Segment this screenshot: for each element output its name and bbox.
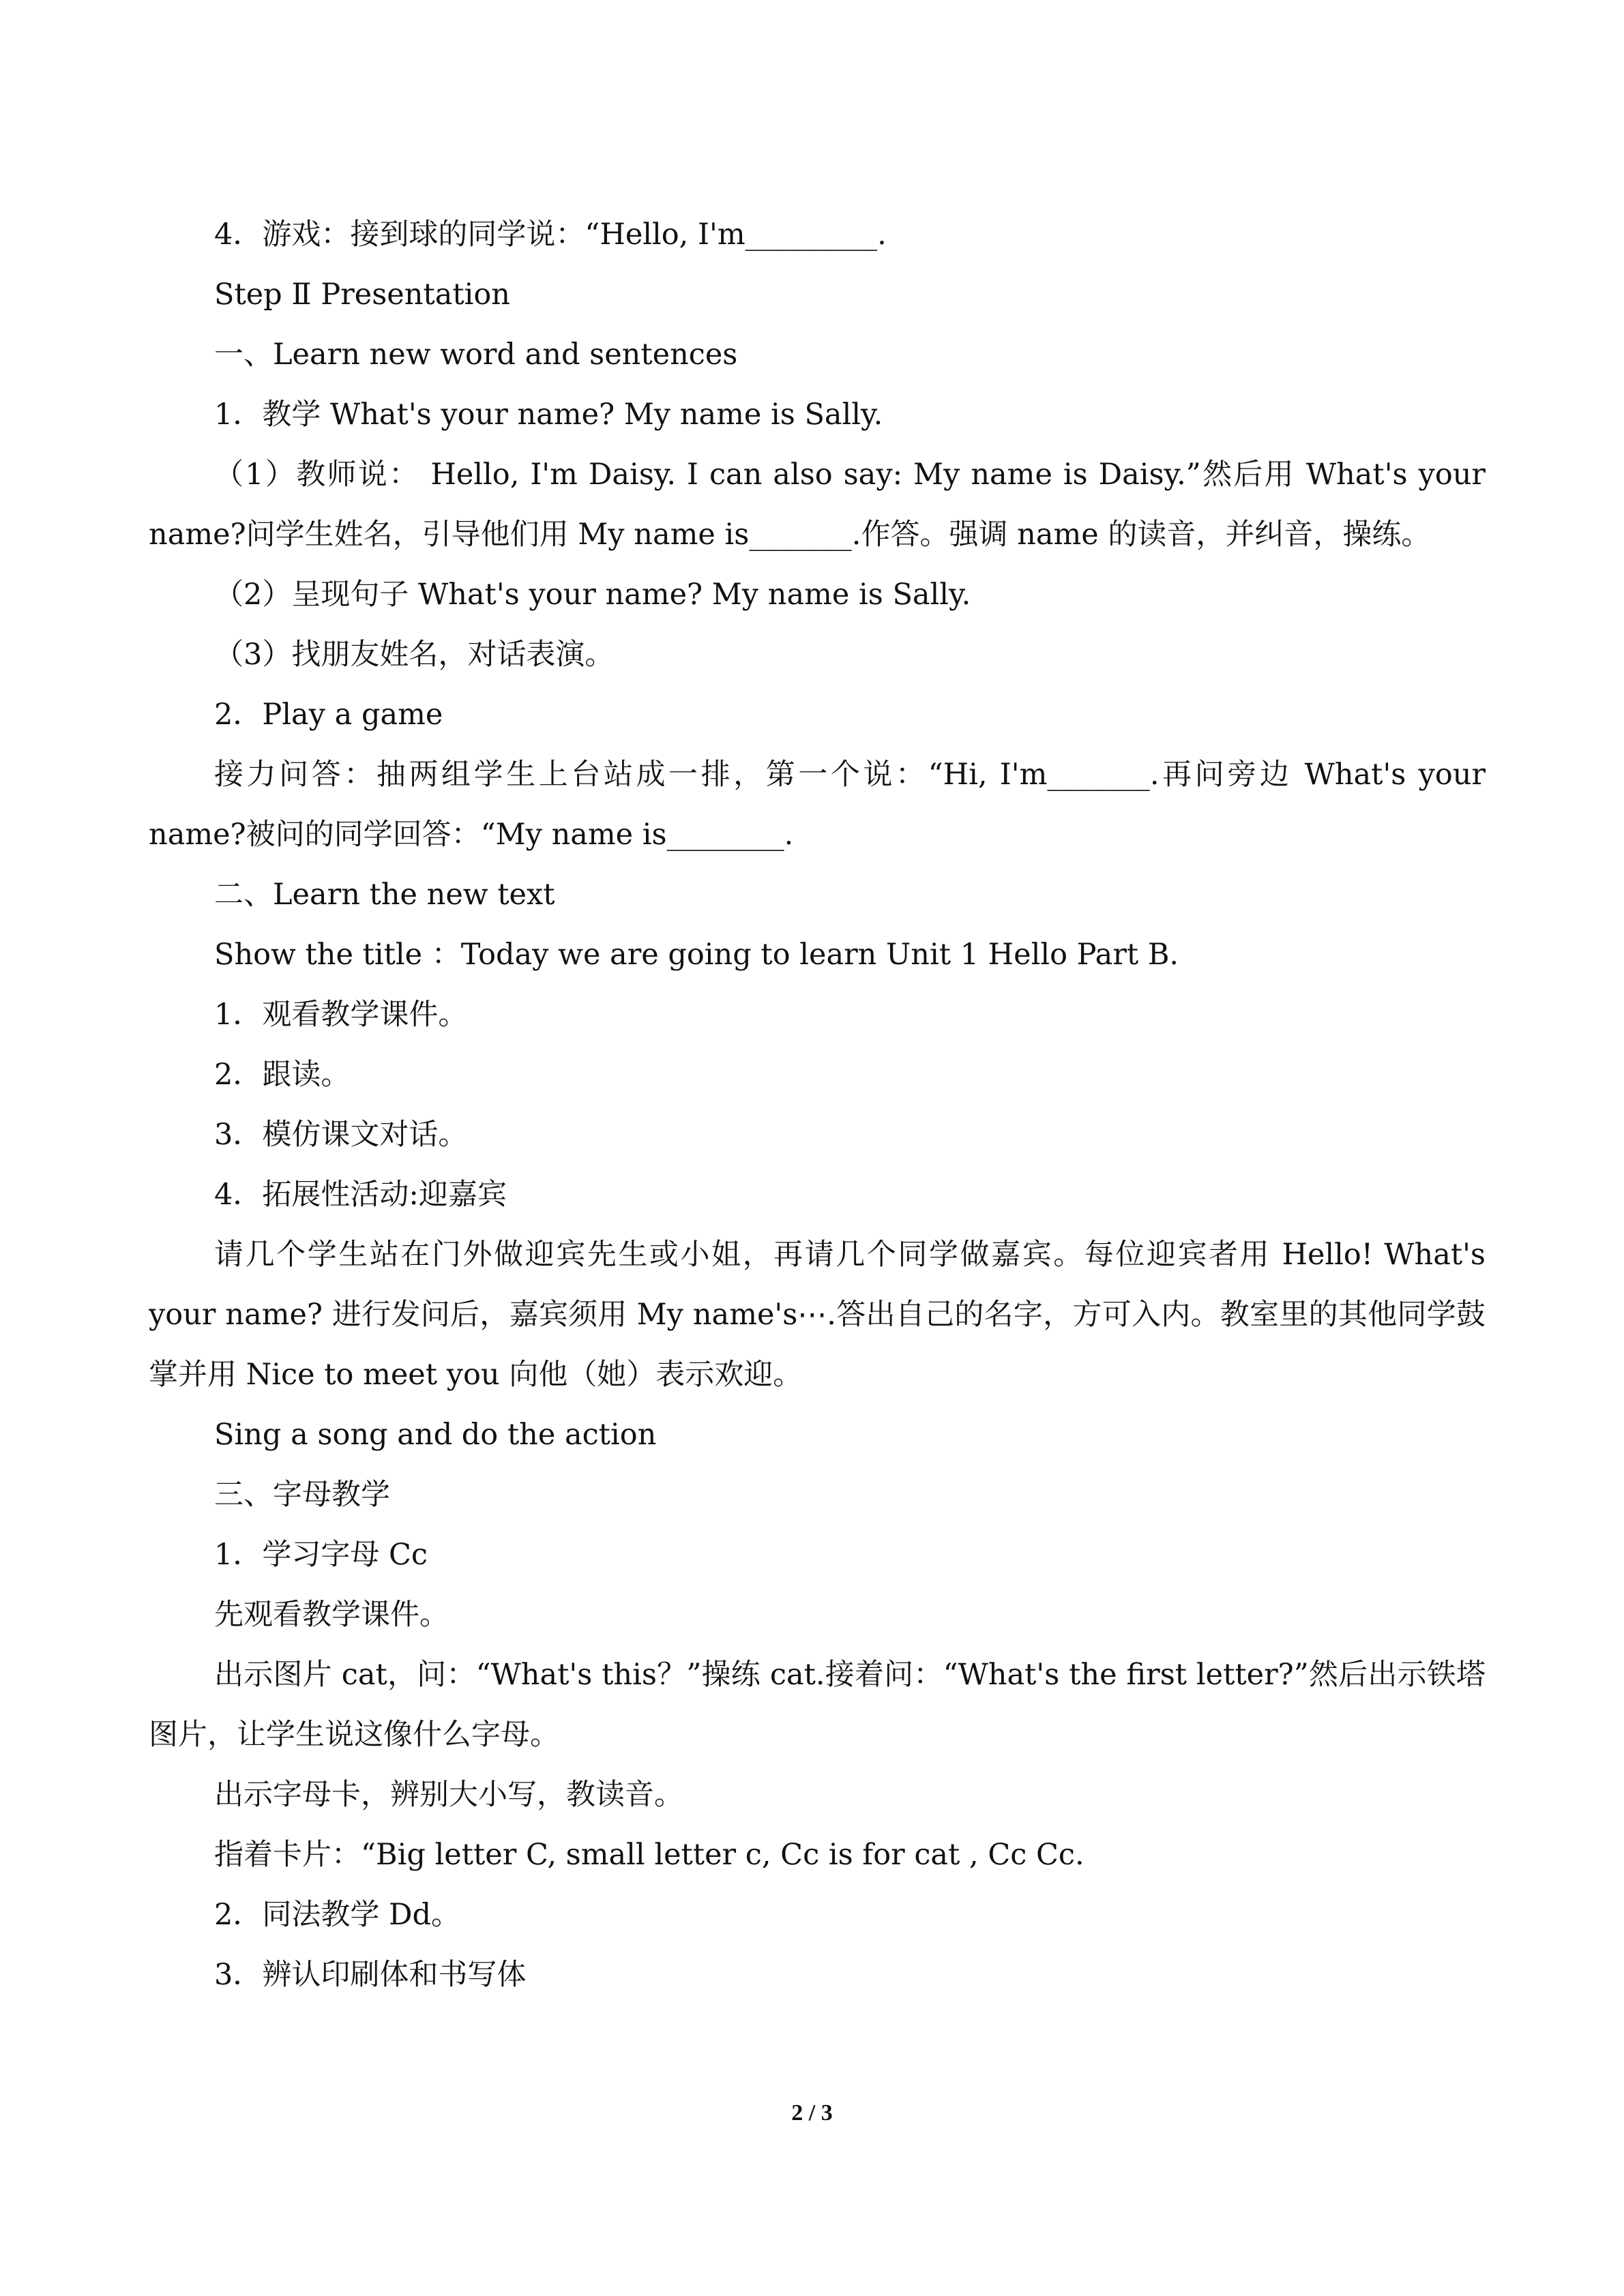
page-number: 2 / 3 — [791, 2100, 833, 2126]
print-handwriting-line: 3．辨认印刷体和书写体 — [214, 1958, 527, 1992]
teacher-says-paragraph: （1）教师说： Hello, I'm Daisy. I can also say: My name is Daisy.”然后用 What's your name?问学生姓名，引导他们用 My name is_______.作答。强调 name 的读音，并纠音，操练。 — [149, 458, 1486, 552]
play-game-line: 2．Play a game — [214, 698, 443, 732]
show-title-line: Show the title ：Today we are going to learn Unit 1 Hello Part B. — [214, 938, 1179, 972]
sing-song-line: Sing a song and do the action — [214, 1418, 657, 1452]
section-heading-2: 二、Learn the new text — [214, 878, 555, 912]
imitate-dialogue-line: 3．模仿课文对话。 — [214, 1118, 468, 1152]
find-friends-line: （3）找朋友姓名，对话表演。 — [214, 638, 615, 672]
section-heading-3: 三、字母教学 — [214, 1478, 390, 1512]
show-picture-cat-paragraph: 出示图片 cat，问：“What's this？”操练 cat.接着问：“What's the first letter?”然后出示铁塔图片，让学生说这像什么字母。 — [149, 1658, 1486, 1752]
relay-qa-paragraph: 接力问答：抽两组学生上台站成一排，第一个说：“Hi, I'm_______.再问旁边 What's your name?被问的同学回答：“My name is________. — [149, 758, 1486, 852]
game-line: 4．游戏：接到球的同学说：“Hello, I'm_________. — [214, 218, 887, 252]
step-heading: Step Ⅱ Presentation — [214, 278, 510, 312]
point-card-line: 指着卡片：“Big letter C, small letter c, Cc is for cat , Cc Cc. — [214, 1838, 1084, 1872]
letter-card-line: 出示字母卡，辨别大小写，教读音。 — [214, 1778, 683, 1812]
follow-read-line: 2．跟读。 — [214, 1058, 351, 1092]
section-heading-1: 一、Learn new word and sentences — [214, 338, 738, 372]
watch-courseware-line: 1．观看教学课件。 — [214, 998, 468, 1032]
present-sentence-line: （2）呈现句子 What's your name? My name is Sally. — [214, 578, 971, 612]
watch-first-line: 先观看教学课件。 — [214, 1598, 449, 1632]
document-body — [149, 205, 1486, 2005]
learn-letter-cc-line: 1．学习字母 Cc — [214, 1538, 428, 1572]
welcome-guests-paragraph: 请几个学生站在门外做迎宾先生或小姐，再请几个同学做嘉宾。每位迎宾者用 Hello! What's your name? 进行发问后，嘉宾须用 My name's⋯.答出自己的名字，方可入内。教室里的其他同学鼓掌并用 Nice to meet you 向他（她）表示欢迎。 — [149, 1238, 1486, 1392]
teach-dd-line: 2．同法教学 Dd。 — [214, 1898, 461, 1932]
teach-line: 1．教学 What's your name? My name is Sally. — [214, 398, 883, 432]
extension-activity-line: 4．拓展性活动:迎嘉宾 — [214, 1178, 507, 1212]
